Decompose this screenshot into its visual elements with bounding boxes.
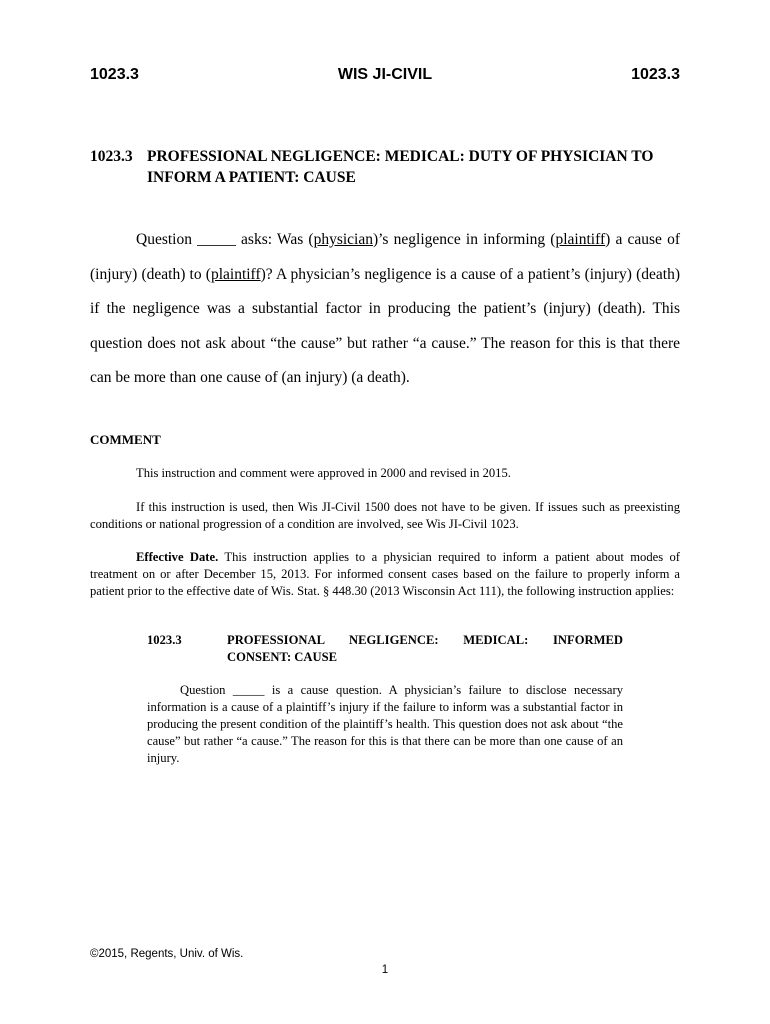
effective-date-label: Effective Date. [136, 550, 219, 564]
header-title: WIS JI-CIVIL [337, 66, 433, 83]
comment-text-1: This instruction and comment were approved in 2000 and revised in 2015. [136, 466, 511, 480]
underlined-plaintiff-1: plaintiff [555, 231, 606, 248]
sub-instruction-number: 1023.3 [147, 633, 182, 647]
comment-paragraph-1 [90, 465, 680, 482]
body-text-1: Question _____ asks: Was ( [136, 231, 314, 248]
underlined-physician: physician [313, 231, 373, 248]
instruction-heading: PROFESSIONAL NEGLIGENCE: MEDICAL: DUTY OF PHYSICIAN TO INFORM A PATIENT: CAUSE [147, 148, 654, 186]
sub-instruction-heading: PROFESSIONAL NEGLIGENCE: MEDICAL: INFORMED CONSENT: CAUSE [227, 633, 623, 664]
sub-instruction-text: Question _____ is a cause question. A physician’s failure to disclose necessary information is a cause of a plaintiff’s injury if the failure to inform was a substantial factor in producing the present condition of the plaintiff’s health. This question does not ask about “the cause” but rather “a cause.” The reason for this is that there can be more than one cause of an injury. [147, 683, 623, 765]
body-text-2: )’s negligence in informing ( [372, 231, 556, 248]
instruction-body [90, 223, 680, 396]
sub-instruction-title [147, 632, 623, 666]
comment-text-2: If this instruction is used, then Wis JI-Civil 1500 does not have to be given. If issues such as preexisting conditions or national progression of a condition are involved, see Wis JI-Civil 1023. [90, 500, 680, 531]
sub-instruction-body [147, 682, 623, 767]
comment-paragraph-3 [90, 549, 680, 600]
underlined-plaintiff-2: plaintiff [210, 265, 261, 283]
comment-text-3: This instruction applies to a physician required to inform a patient about modes of treatment on or after December 15, 2013. For informed consent cases based on the failure to properly inform a patient prior to the effective date of Wis. Stat. § 448.30 (2013 Wisconsin Act 111), the following instruction applies: [90, 550, 680, 598]
footer-page-number: 1 [381, 964, 389, 976]
instruction-title [90, 146, 690, 188]
header-right-number: 1023.3 [631, 66, 680, 83]
running-header [90, 66, 680, 90]
instruction-number: 1023.3 [90, 148, 133, 165]
footer-copyright: ©2015, Regents, Univ. of Wis. [90, 948, 244, 960]
header-left-number: 1023.3 [90, 66, 139, 83]
body-text-4: )? A physician’s negligence is a cause of a patient’s (injury) (death) if the negligence was a substantial factor in producing the patient’s (injury) (death). This question does not ask about “the cause” but rather “a cause.” The reason for this is that there can be more than one cause of (an injury) (a death). [90, 265, 680, 387]
comment-paragraph-2 [90, 499, 680, 533]
comment-heading: COMMENT [90, 432, 161, 447]
body-text-3: ) a cause of (injury) (death) to ( [90, 231, 681, 283]
